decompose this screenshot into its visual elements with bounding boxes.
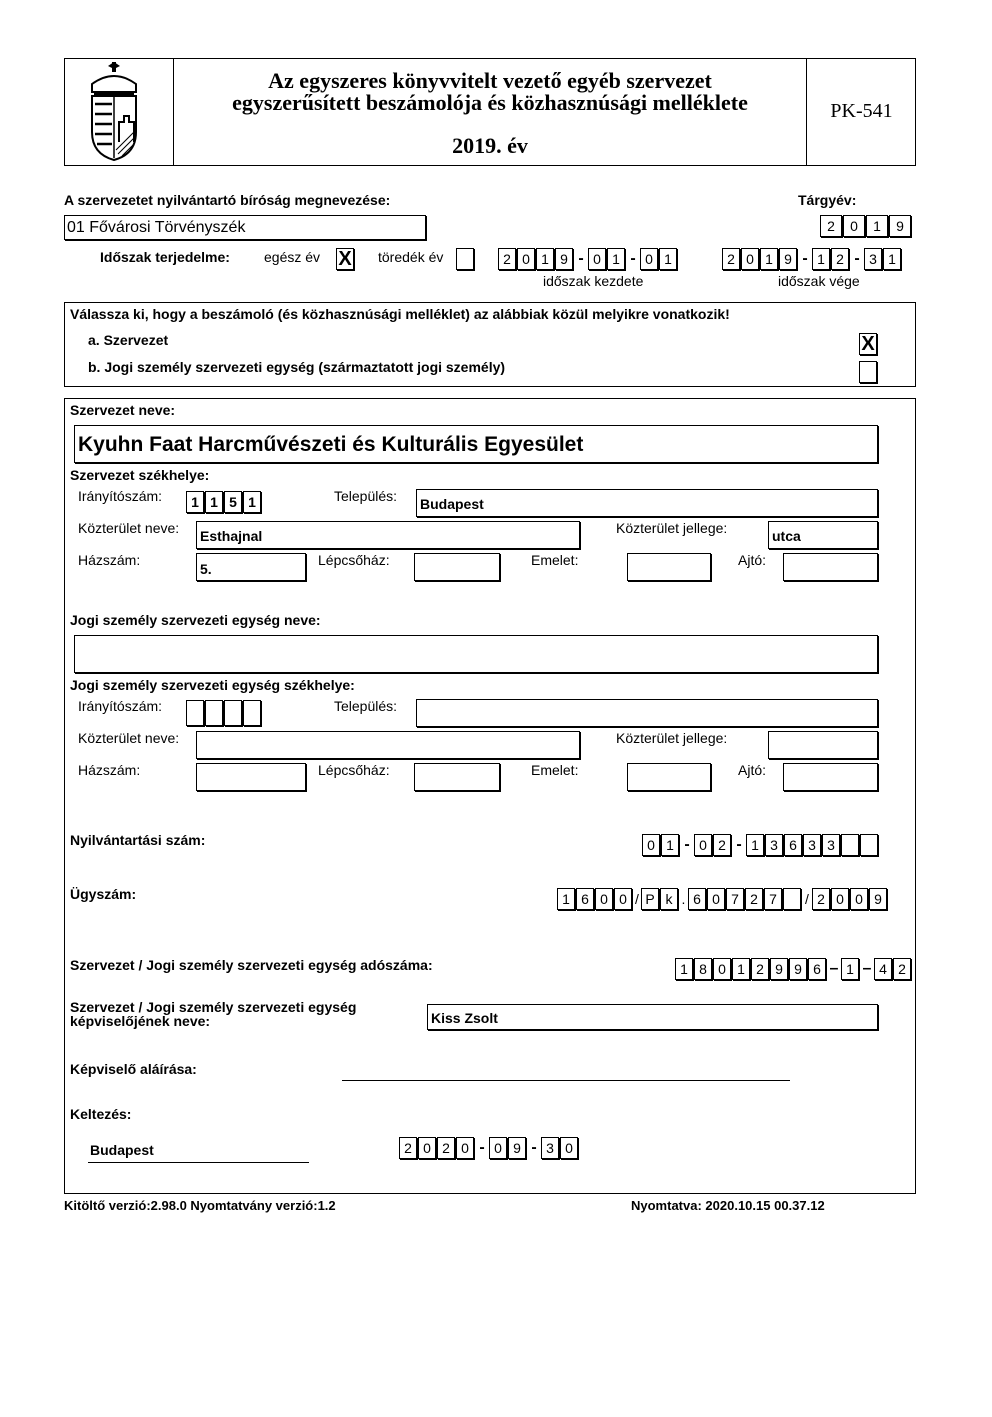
case-slash: / <box>635 891 639 907</box>
dated-date-cells[interactable] <box>399 1137 579 1159</box>
tax-cells[interactable] <box>675 958 912 980</box>
rep-label-line2: képviselőjének neve: <box>70 1013 211 1029</box>
period-start-caption: időszak kezdete <box>543 273 644 289</box>
unit-name-field[interactable] <box>74 635 878 673</box>
signature-line[interactable] <box>342 1080 790 1081</box>
case-letter[interactable]: P <box>641 888 659 910</box>
unit-street-label: Közterület neve: <box>78 730 180 746</box>
footer-printed: Nyomtatva: 2020.10.15 00.37.12 <box>631 1198 825 1213</box>
registry-digit[interactable]: 2 <box>713 834 731 856</box>
org-name-label: Szervezet neve: <box>70 402 176 418</box>
period-end-caption: időszak vége <box>778 273 860 289</box>
zip-digit[interactable] <box>224 700 242 726</box>
unit-stair-field[interactable] <box>414 763 500 791</box>
date-digit[interactable]: 0 <box>560 1137 578 1159</box>
zip-digit[interactable] <box>186 700 204 726</box>
zip-digit[interactable]: 5 <box>224 491 242 513</box>
date-separator: - <box>630 250 636 267</box>
org-house-label: Házszám: <box>78 552 141 568</box>
footer-versions: Kitöltő verzió:2.98.0 Nyomtatvány verzió:1.2 <box>64 1198 336 1213</box>
tax-digit[interactable]: 0 <box>713 958 731 980</box>
unit-city-label: Település: <box>334 698 398 714</box>
year-digit[interactable]: 2 <box>820 215 842 237</box>
form-code: PK-541 <box>830 100 893 122</box>
end-digit[interactable]: 9 <box>779 248 797 270</box>
unit-zip-cells[interactable] <box>186 700 262 726</box>
tax-digit[interactable]: 1 <box>732 958 750 980</box>
tax-separator: – <box>862 960 872 977</box>
full-year-checkbox[interactable]: X <box>336 248 354 270</box>
start-digit[interactable]: 1 <box>659 248 677 270</box>
case-digit[interactable]: 7 <box>726 888 744 910</box>
case-digit[interactable]: 0 <box>707 888 725 910</box>
org-street-type-field[interactable]: utca <box>768 521 878 549</box>
form-year: 2019. év <box>452 133 528 158</box>
org-zip-label: Irányítószám: <box>78 488 163 504</box>
full-year-label: egész év <box>264 249 321 265</box>
court-field[interactable]: 01 Fővárosi Törvényszék <box>64 215 426 240</box>
end-digit[interactable]: 1 <box>883 248 901 270</box>
case-digit[interactable]: 0 <box>850 888 868 910</box>
org-floor-field[interactable] <box>627 553 711 581</box>
org-seat-label: Szervezet székhelye: <box>70 467 210 483</box>
unit-street-type-field[interactable] <box>768 731 878 759</box>
org-stair-label: Lépcsőház: <box>318 552 390 568</box>
unit-house-label: Házszám: <box>78 762 141 778</box>
registry-digit[interactable]: 3 <box>765 834 783 856</box>
dated-place-underline <box>88 1162 309 1163</box>
zip-digit[interactable]: 1 <box>205 491 223 513</box>
unit-door-label: Ajtó: <box>738 762 767 778</box>
date-digit[interactable]: 0 <box>456 1137 474 1159</box>
start-digit[interactable]: 0 <box>640 248 658 270</box>
date-digit[interactable]: 0 <box>418 1137 436 1159</box>
tax-digit[interactable]: 4 <box>874 958 892 980</box>
start-digit[interactable]: 0 <box>517 248 535 270</box>
start-digit[interactable]: 2 <box>498 248 516 270</box>
partial-year-label: töredék év <box>378 249 444 265</box>
case-digit[interactable] <box>783 888 801 910</box>
start-digit[interactable]: 9 <box>555 248 573 270</box>
end-digit[interactable]: 3 <box>864 248 882 270</box>
case-digit[interactable]: 2 <box>812 888 830 910</box>
org-stair-field[interactable] <box>414 553 500 581</box>
org-door-label: Ajtó: <box>738 552 767 568</box>
end-digit[interactable]: 1 <box>812 248 830 270</box>
case-slash: / <box>805 891 809 907</box>
unit-door-field[interactable] <box>783 763 878 791</box>
registry-digit[interactable]: 6 <box>784 834 802 856</box>
unit-zip-label: Irányítószám: <box>78 698 163 714</box>
registry-digit[interactable]: 0 <box>642 834 660 856</box>
case-digit[interactable]: 0 <box>614 888 632 910</box>
org-house-field[interactable]: 5. <box>196 553 306 581</box>
unit-street-field[interactable] <box>196 731 580 759</box>
date-digit[interactable]: 2 <box>399 1137 417 1159</box>
case-digit[interactable]: 7 <box>764 888 782 910</box>
unit-seat-label: Jogi személy szervezeti egység székhelye: <box>70 677 355 693</box>
unit-name-label: Jogi személy szervezeti egység neve: <box>70 612 321 628</box>
tax-separator: – <box>829 960 839 977</box>
tax-digit[interactable]: 2 <box>893 958 911 980</box>
zip-digit[interactable]: 1 <box>186 491 204 513</box>
year-digit[interactable]: 0 <box>843 215 865 237</box>
org-zip-cells[interactable] <box>186 491 262 513</box>
date-separator: - <box>854 250 860 267</box>
org-name-field[interactable]: Kyuhn Faat Harcművészeti és Kulturális Egyesület <box>74 425 878 463</box>
unit-city-field[interactable] <box>416 699 878 727</box>
case-letter[interactable]: k <box>660 888 678 910</box>
court-label: A szervezetet nyilvántartó bíróság megnevezése: <box>64 192 391 208</box>
unit-stair-label: Lépcsőház: <box>318 762 390 778</box>
unit-floor-label: Emelet: <box>531 762 579 778</box>
end-digit[interactable]: 2 <box>722 248 740 270</box>
year-digit[interactable]: 9 <box>889 215 911 237</box>
case-cells[interactable] <box>557 888 888 910</box>
case-digit[interactable]: 6 <box>688 888 706 910</box>
selection-question: Válassza ki, hogy a beszámoló (és közhasznúsági melléklet) az alábbiak közül melyikre vonatkozik! <box>70 306 730 322</box>
registry-separator: - <box>684 836 690 853</box>
registry-digit[interactable]: 3 <box>803 834 821 856</box>
case-digit[interactable]: 9 <box>869 888 887 910</box>
date-digit[interactable]: 9 <box>508 1137 526 1159</box>
dated-place[interactable]: Budapest <box>90 1142 154 1158</box>
start-digit[interactable]: 0 <box>588 248 606 270</box>
registry-digit[interactable] <box>860 834 878 856</box>
registry-digit[interactable] <box>841 834 859 856</box>
org-door-field[interactable] <box>783 553 878 581</box>
registry-digit[interactable]: 1 <box>661 834 679 856</box>
registry-label: Nyilvántartási szám: <box>70 832 206 848</box>
rep-label-line1: Szervezet / Jogi személy szervezeti egység <box>70 999 357 1015</box>
date-separator: - <box>802 250 808 267</box>
org-street-type-label: Közterület jellege: <box>616 520 728 536</box>
start-digit[interactable]: 1 <box>607 248 625 270</box>
tax-digit[interactable]: 8 <box>694 958 712 980</box>
case-digit[interactable]: 0 <box>595 888 613 910</box>
registry-cells[interactable] <box>642 834 879 856</box>
period-start-cells[interactable] <box>498 248 678 270</box>
signature-label: Képviselő aláírása: <box>70 1061 197 1077</box>
tax-digit[interactable]: 1 <box>841 958 859 980</box>
registry-digit[interactable]: 1 <box>746 834 764 856</box>
zip-digit[interactable] <box>205 700 223 726</box>
case-digit[interactable]: 0 <box>831 888 849 910</box>
partial-year-checkbox[interactable] <box>456 248 474 270</box>
tax-digit[interactable]: 1 <box>675 958 693 980</box>
option-a-label: a. Szervezet <box>88 332 169 348</box>
unit-floor-field[interactable] <box>627 763 711 791</box>
org-street-field[interactable]: Esthajnal <box>196 521 580 549</box>
tax-digit[interactable]: 9 <box>770 958 788 980</box>
period-label: Időszak terjedelme: <box>100 249 230 265</box>
option-b-label: b. Jogi személy szervezeti egység (származtatott jogi személy) <box>88 359 506 375</box>
form-title-line2: egyszerűsített beszámolója és közhasznúsági melléklete <box>232 90 748 115</box>
coat-of-arms-logo <box>86 62 142 162</box>
tax-digit[interactable]: 2 <box>751 958 769 980</box>
date-separator: - <box>578 250 584 267</box>
tax-digit[interactable]: 6 <box>808 958 826 980</box>
date-digit[interactable]: 0 <box>489 1137 507 1159</box>
case-digit[interactable]: 1 <box>557 888 575 910</box>
end-digit[interactable]: 2 <box>831 248 849 270</box>
date-digit[interactable]: 2 <box>437 1137 455 1159</box>
zip-digit[interactable] <box>243 700 261 726</box>
unit-street-type-label: Közterület jellege: <box>616 730 728 746</box>
org-floor-label: Emelet: <box>531 552 579 568</box>
zip-digit[interactable]: 1 <box>243 491 261 513</box>
end-digit[interactable]: 0 <box>741 248 759 270</box>
org-street-label: Közterület neve: <box>78 520 180 536</box>
option-a-checkbox[interactable]: X <box>859 333 877 355</box>
case-dot: . <box>681 891 686 907</box>
option-b-checkbox[interactable] <box>859 361 877 383</box>
tax-label: Szervezet / Jogi személy szervezeti egység adószáma: <box>70 957 433 973</box>
date-separator: - <box>531 1139 537 1156</box>
target-year-cells[interactable] <box>820 215 912 237</box>
year-digit[interactable]: 1 <box>866 215 888 237</box>
form-title-line1: Az egyszeres könyvvitelt vezető egyéb szervezet <box>268 68 712 93</box>
rep-name-field[interactable]: Kiss Zsolt <box>427 1004 878 1030</box>
date-separator: - <box>479 1139 485 1156</box>
target-year-label: Tárgyév: <box>798 192 857 208</box>
case-digit[interactable]: 6 <box>576 888 594 910</box>
case-digit[interactable]: 2 <box>745 888 763 910</box>
registry-digit[interactable]: 0 <box>694 834 712 856</box>
end-digit[interactable]: 1 <box>760 248 778 270</box>
tax-digit[interactable]: 9 <box>789 958 807 980</box>
case-label: Ügyszám: <box>70 886 137 902</box>
dated-label: Keltezés: <box>70 1106 132 1122</box>
registry-separator: - <box>736 836 742 853</box>
unit-house-field[interactable] <box>196 763 306 791</box>
date-digit[interactable]: 3 <box>541 1137 559 1159</box>
period-end-cells[interactable] <box>722 248 902 270</box>
org-city-label: Település: <box>334 488 398 504</box>
registry-digit[interactable]: 3 <box>822 834 840 856</box>
org-city-field[interactable]: Budapest <box>416 489 878 517</box>
start-digit[interactable]: 1 <box>536 248 554 270</box>
